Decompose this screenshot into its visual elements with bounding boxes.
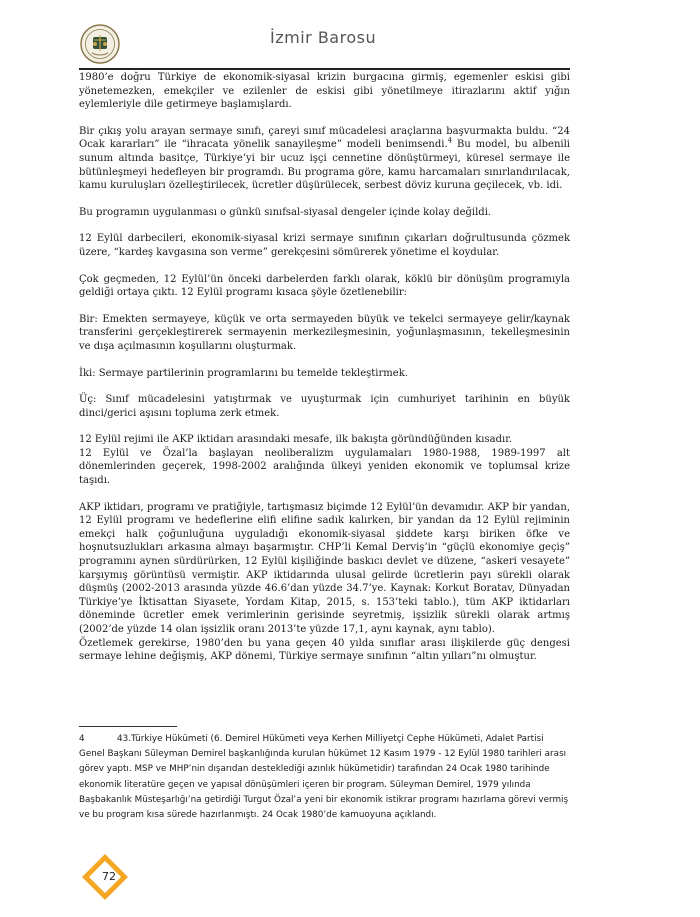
paragraph: 12 Eylül ve Özal’la başlayan neoliberalizm uygulamaları 1980-1988, 1989-1997 alt dönemlerinden geçerek, 1998-2002 aralığında ülkeyi yeniden ekonomik ve toplumsal krize taşıdı. (79, 447, 570, 487)
paragraph: 12 Eylül darbecileri, ekonomik-siyasal krizi sermaye sınıfının çıkarları doğrultusunda çözmek üzere, “kardeş kavgasına son verme” gerekçesini sömürerek yönetime el koydular. (79, 233, 570, 258)
paragraph: 1980’e doğru Türkiye de ekonomik-siyasal krizin burgacına girmiş, egemenler eskisi gibi yönetemezken, emekçiler ve ezilenler de eskisi gibi yönetilmeye itirazlarını aktif yığın eylemleriyle dile getirmeye başlamışlardı. (79, 72, 570, 111)
paragraph: İki: Sermaye partilerinin programlarını bu temelde tekleştirmek. (79, 367, 408, 379)
paragraph: Özetlemek gerekirse, 1980’den bu yana geçen 40 yılda sınıflar arası ilişkilerde güç dengesi sermaye lehine değişmiş, AKP dönemi, Türkiye sermaye sınıfının “altın yılları”nı olmuştur. (79, 637, 570, 663)
paragraph-text: Bu model, bu albenili sunum altında basitçe, Türkiye’yi bir ucuz işçi cennetine dönüştürmeyi, küresel sermaye ile bütünleşmeyi hedefleyen bir programdı. Bu programa göre, kamu harcamaları sınırlandırılacak, kamu kuruluşları özelleştirilecek, ücretler düşürülecek, serbest döviz kuruna geçilecek, vb. idi. (79, 139, 571, 192)
paragraph: AKP iktidarı, programı ve pratiğiyle, tartışmasız biçimde 12 Eylül’ün devamıdır. AKP bir yandan, 12 Eylül programı ve hedeflerine elifi elifine sadık kalırken, bir yandan da 12 Eylül rejiminin emekçi halk çoğunluğuna uyguladığı ekonomik-siyasal şiddete karşı biriken öfke ve hoşnutsuzlukları arkasına almayı başarmıştır. CHP’li Kemal Derviş’in “güçlü ekonomiye geçiş” programını aynen sürdürürken, 12 Eylül kişiliğinde baskıcı devlet ve düzene, “askeri vesayete” karşıymış görüntüsü vermiştir. AKP iktidarında ulusal gelirde ücretlerin payı sürekli olarak düşmüş (2002-2013 arasında yüzde 46.6’dan yüzde 34.7’ye. Kaynak: Korkut Boratav, Dünyadan Türkiye’ye İktisattan Siyasete, Yordam Kitap, 2015, s. 153’teki tablo.), tüm AKP iktidarları döneminde ücretler emek verimlerinin gerisinde seyretmiş, işsizlik sürekli olarak artmış (2002’de yüzde 14 olan işsizlik oranı 2013’te yüzde 17,1, aynı kaynak, aynı tablo). (79, 501, 570, 635)
page-number: 72 (102, 870, 116, 883)
paragraph: Bir: Emekten sermayeye, küçük ve orta sermayeden büyük ve tekelci sermayeye gelir/kaynak transferini gerçekleştirerek sermayenin merkezileşmesinin, yoğunlaşmasının, tekelleşmesinin ve dışa açılmasının koşullarını oluşturmak. (79, 313, 570, 352)
paragraph: Üç: Sınıf mücadelesini yatıştırmak ve uyuşturmak için cumhuriyet tarihinin en büyük dinci/gerici aşısını topluma zerk etmek. (79, 394, 570, 419)
footnote-text: 43.Türkiye Hükümeti (6. Demirel Hükümeti veya Kerhen Milliyetçi Cephe Hükümeti, Adalet Partisi Genel Başkanı Süleyman Demirel başkanlığında kurulan hükümet 12 Kasım 1979 - 12 Eylül 1980 tarihleri arası görev yaptı. MSP ve MHP’nin dışarıdan desteklediği azınlık hükümetidir) tarafından 24 Ocak 1980 tarihinde ekonomik literatüre geçen ve yapısal dönüşümleri içeren bir program. Süleyman Demirel, 1979 yılında Başbakanlık Müsteşarlığı’na getirdiği Turgut Özal’a yeni bir ekonomik istikrar programı hazırlama görevi vermiş ve bu program kısa sürede hazırlanmıştı. 24 Ocak 1980’de kamuoyuna açıklandı. (79, 734, 569, 821)
paragraph: Bu programın uygulanması o günkü sınıfsal-siyasal dengeler içinde kolay değildi. (79, 206, 492, 218)
paragraph: 12 Eylül rejimi ile AKP iktidarı arasındaki mesafe, ilk bakışta göründüğünden kısadır. (79, 434, 513, 446)
header-rule (79, 68, 570, 70)
footnote-number: 4 (79, 734, 85, 744)
body-text (79, 71, 570, 664)
paragraph: Çok geçmeden, 12 Eylül’ün önceki darbelerden farklı olarak, köklü bir dönüşüm programıyla geldiği ortaya çıktı. 12 Eylül programı kısaca şöyle özetlenebilir: (79, 273, 570, 299)
footnote-rule (79, 726, 177, 727)
bar-association-logo (80, 24, 120, 64)
paragraph-text: Bir çıkış yolu arayan sermaye sınıfı, çareyi sınıf mücadelesi araçlarına başvurmakta buldu. “24 Ocak kararları” ile “ihracata yönelik sanayileşme” modeli benimsendi. (79, 125, 570, 151)
footnote-ref[interactable]: 4 (447, 137, 453, 146)
footnote (79, 732, 570, 823)
header-title: İzmir Barosu (270, 28, 377, 47)
paragraph (79, 125, 570, 193)
